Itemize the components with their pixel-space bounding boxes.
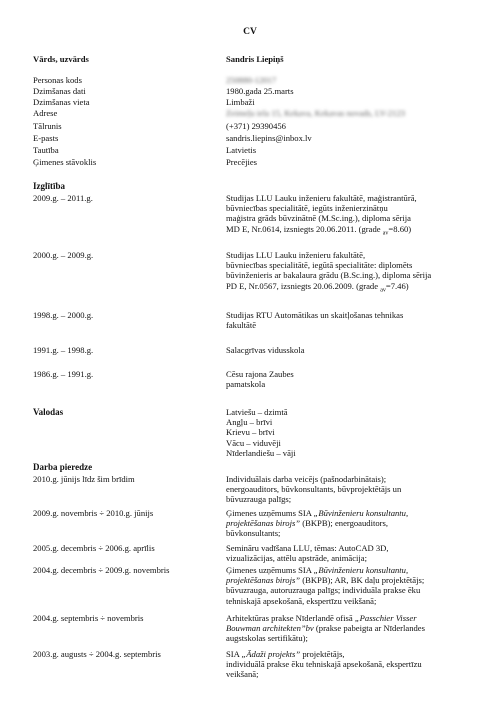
education-period: 2009.g. – 2011.g. (33, 193, 93, 203)
education-line: Studijas LLU Lauku inženieru fakultātē, (226, 250, 366, 260)
work-line: (prakse pabeigta ar Nīderlandes (313, 623, 425, 634)
personal-label: E-pasts (33, 133, 59, 143)
personal-value: Limbaži (226, 97, 255, 107)
work-line: būvuzrauga palīgs; (226, 494, 292, 505)
education-line: būvniecības specialitātē, iegūtā specialitāte: diplomēts (226, 260, 413, 271)
language-item: Krievu – brīvi (226, 427, 275, 438)
company-name: „Būvinženieru konsultantu, (313, 565, 409, 575)
work-line: SIA (226, 649, 242, 659)
work-period: 2009.g. novembris ÷ 2010.g. jūnijs (33, 508, 154, 518)
work-period: 2005.g. decembris ÷ 2006.g. aprīlis (33, 543, 155, 553)
education-grade: =7.46) (385, 280, 409, 291)
education-heading: Izglītība (33, 181, 66, 191)
grade-subscript: av (380, 287, 386, 294)
company-name: „Passchier Visser (354, 613, 417, 623)
company-name: projektēšanas birojs” (226, 518, 301, 529)
company-name: projektēšanas birojs” (226, 575, 301, 586)
education-grade: =8.60) (388, 223, 412, 234)
name-value: Sandris Liepiņš (226, 54, 284, 64)
education-line: būvinženieris ar bakalaura grādu (B.Sc.ing.), diploma sērija (226, 270, 432, 281)
language-item: Latviešu – dzimtā (226, 407, 288, 417)
work-line: Arhitektūras prakse Nīderlandē ofisā (226, 613, 355, 623)
education-line: būvniecības specialitātē, iegūts inženierzinātņu (226, 203, 388, 214)
education-line: MD E, Nr.0614, izsniegts 20.06.2011. (grade (226, 223, 381, 234)
education-period: 1986.g. – 1991.g. (33, 369, 94, 379)
company-name: „Būvinženieru konsultantu, (313, 508, 409, 518)
work-line: individuālā prakse ēku tehniskajā apsekošanā, ekspertīzu (226, 659, 422, 670)
company-name: „Ādaži projekts” (241, 649, 301, 659)
personal-value: Latvietis (226, 145, 257, 155)
work-line: augstskolas sertifikātu); (226, 633, 308, 644)
work-line: projektētājs, (300, 649, 345, 659)
work-heading: Darba pieredze (33, 462, 93, 472)
work-period: 2004.g. decembris ÷ 2009.g. novembris (33, 565, 170, 575)
personal-label: Tautība (33, 145, 59, 155)
education-period: 1991.g. – 1998.g. (33, 345, 94, 355)
work-period: 2004.g. septembris ÷ novembris (33, 613, 144, 623)
work-line: (BKPB); AR, BK daļu projektētājs; (300, 575, 425, 586)
personal-label: Ģimenes stāvoklis (33, 157, 97, 167)
work-period: 2003.g. augusts ÷ 2004.g. septembris (33, 649, 161, 659)
education-line: PD E, Nr.0567, izsniegts 20.06.2009. (grade (226, 280, 379, 291)
work-line: būvuzrauga, autoruzrauga palīgs; individuāla prakse ēku (226, 585, 421, 596)
education-line: maģistra grāds būvzinātnē (M.Sc.ing.), diploma sērija (226, 213, 411, 224)
work-line: Individuālais darba veicējs (pašnodarbinātais); (226, 474, 387, 484)
work-line: energoauditors, būvkonsultants, būvprojektētājs un (226, 484, 402, 495)
personal-value: Precējies (226, 157, 258, 167)
education-line: Cēsu rajona Zaubes (226, 369, 294, 379)
grade-subscript: av (382, 230, 389, 237)
work-line: (BKPB); energoauditors, (300, 518, 389, 529)
education-line: Studijas LLU Lauku inženieru fakultātē, maģistrantūrā, (226, 193, 417, 203)
work-line: Ģimenes uzņēmums SIA (226, 508, 314, 518)
work-line: vizualizācijas, attēlu apstrāde, animācija; (226, 553, 368, 564)
personal-code-value: 250880-12017 (226, 75, 277, 85)
company-name: Bouwman architekten”bv (226, 623, 314, 634)
work-line: būvkonsultants; (226, 528, 281, 539)
personal-label: Dzimšanas vieta (33, 97, 90, 107)
address-value: Zeimeļu iela 15, Kekava, Kekavas novads, LV-2123 (226, 108, 406, 118)
personal-label: Personas kods (33, 75, 82, 85)
work-line: tehniskajā apsekošanā, ekspertīzu veikšanā; (226, 595, 377, 606)
education-period: 1998.g. – 2000.g. (33, 310, 94, 320)
work-line: Semināru vadīšana LLU, tēmas: AutoCAD 3D, (226, 543, 389, 553)
education-period: 2000.g. – 2009.g. (33, 250, 94, 260)
name-label: Vārds, uzvārds (33, 54, 89, 64)
personal-label: Adrese (33, 108, 58, 118)
education-line: fakultātē (226, 320, 257, 331)
work-period: 2010.g. jūnijs līdz šim brīdim (33, 474, 135, 484)
work-line: veikšanā; (226, 669, 259, 680)
personal-value: 1980.gada 25.marts (226, 86, 294, 96)
personal-label: Tālrunis (33, 121, 62, 131)
work-line: Ģimenes uzņēmums SIA (226, 565, 314, 575)
cv-title: CV (243, 27, 257, 37)
personal-value: (+371) 29390456 (226, 121, 286, 131)
education-line: Salacgrīvas vidusskola (226, 345, 305, 355)
language-item: Nīderlandiešu – vāji (226, 447, 296, 458)
languages-heading: Valodas (33, 407, 64, 417)
language-item: Vācu – viduvēji (226, 437, 281, 448)
language-item: Angļu – brīvi (226, 417, 273, 428)
email-value: sandris.liepins@inbox.lv (226, 133, 312, 143)
education-line: Studijas RTU Automātikas un skaitļošanas tehnikas (226, 310, 404, 320)
education-line: pamatskola (226, 379, 266, 390)
personal-label: Dzimšanas dati (33, 86, 86, 96)
